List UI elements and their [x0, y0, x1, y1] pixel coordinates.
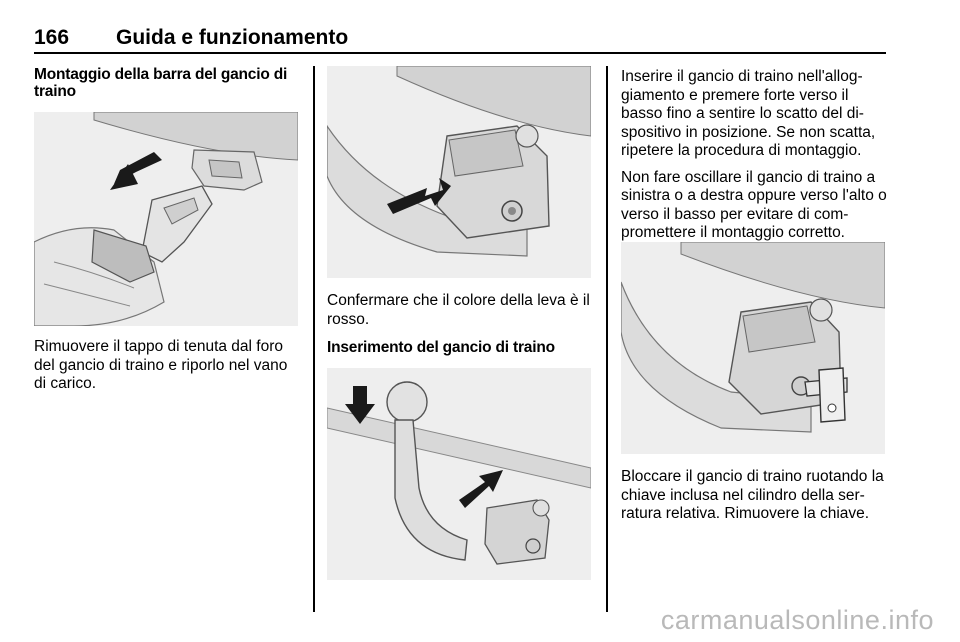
column-divider-2 — [606, 66, 608, 612]
column-2-text — [327, 292, 593, 356]
watermark: carmanualsonline.info — [660, 605, 934, 635]
column-divider-1 — [313, 66, 315, 612]
paragraph-insert-hook: Inserire il gancio di traino nell'allog-giamento e premere forte verso il basso fino a sentire lo scatto del di-spositivo in posizione. Se non scatta, ripetere la procedura di montaggio. — [621, 68, 876, 159]
caption-remove-seal-cap: Rimuovere il tappo di tenuta dal foro del gancio di traino e riporlo nel vano di carico. — [34, 338, 288, 392]
illustration-remove-cap — [34, 112, 298, 326]
column-3-caption-block — [621, 468, 887, 524]
section-heading-mounting: Montaggio della barra del gancio di traino — [34, 66, 288, 100]
figure-remove-seal-cap — [34, 112, 298, 326]
page-number: 166 — [34, 26, 70, 49]
header-rule — [34, 52, 886, 54]
illustration-lock-with-key — [621, 242, 885, 454]
caption-lock-key: Bloccare il gancio di traino ruotando la chiave inclusa nel cilindro della ser-ratura relativa. Rimuovere la chiave. — [621, 468, 884, 522]
caption-confirm-lever: Confermare che il colore della leva è il rosso. — [327, 292, 590, 328]
figure-check-lever — [327, 66, 591, 278]
column-3-text — [621, 68, 887, 243]
figure-lock-key — [621, 242, 885, 454]
illustration-lever-check — [327, 66, 591, 278]
illustration-insert-hook — [327, 368, 591, 580]
column-1-caption-block — [34, 338, 300, 394]
figure-insert-tow-hook — [327, 368, 591, 580]
chapter-title: Guida e funzionamento — [116, 26, 349, 49]
paragraph-do-not-swing: Non fare oscillare il gancio di traino a sinistra o a destra oppure verso l'alto o verso il basso per evitare di com-promettere il montaggio corretto. — [621, 168, 887, 241]
section-heading-insertion: Inserimento del gancio di traino — [327, 339, 555, 356]
column-1 — [34, 66, 300, 100]
